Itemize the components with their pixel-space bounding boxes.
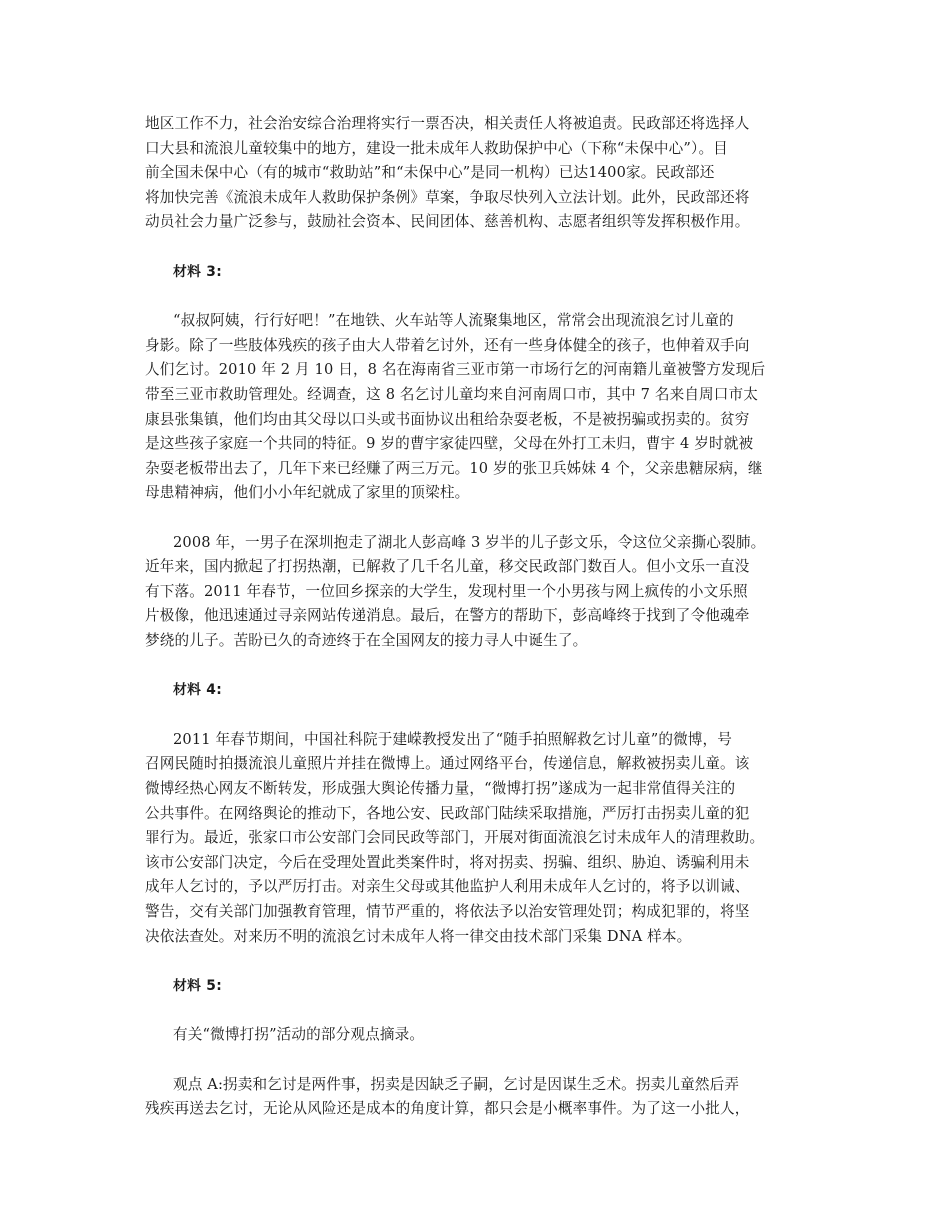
text-line: “叔叔阿姨，行行好吧！”在地铁、火车站等人流聚集地区，常常会出现流浪乞讨儿童的 bbox=[173, 312, 734, 330]
paragraph-viewpoint-a bbox=[145, 1073, 817, 1122]
text-line: 片极像，他迅速通过寻亲网站传递消息。最后，在警方的帮助下，彭高峰终于找到了令他魂牵 bbox=[145, 607, 750, 625]
text-line: 梦绕的儿子。苦盼已久的奇迹终于在全国网友的接力寻人中诞生了。 bbox=[145, 632, 588, 650]
text-line: 前全国未保中心（有的城市“救助站”和“未保中心”是同一机构）已达1400家。民政部还 bbox=[145, 164, 715, 182]
text-line: 召网民随时拍摄流浪儿童照片并挂在微博上。通过网络平台，传递信息，解救被拐卖儿童。该 bbox=[145, 755, 750, 773]
text-line: 母患精神病，他们小小年纪就成了家里的顶梁柱。 bbox=[145, 484, 470, 502]
text-line: 近年来，国内掀起了打拐热潮，已解救了几千名儿童，移交民政部门数百人。但小文乐一直没 bbox=[145, 558, 750, 576]
document-page bbox=[145, 112, 817, 1122]
material-4-heading: 材料 4: bbox=[173, 682, 223, 699]
text-line: 是这些孩子家庭一个共同的特征。9 岁的曹宇家徒四壁，父母在外打工未归，曹宇 4 岁时就被 bbox=[145, 435, 754, 453]
text-line: 将加快完善《流浪未成年人救助保护条例》草案，争取尽快列入立法计划。此外，民政部还将 bbox=[145, 188, 750, 206]
text-line: 杂耍老板带出去了，几年下来已经赚了两三万元。10 岁的张卫兵姊妹 4 个，父亲患糖尿病，继 bbox=[145, 459, 763, 477]
text-line: 残疾再送去乞讨，无论从风险还是成本的角度计算，都只会是小概率事件。为了这一小批人， bbox=[145, 1100, 750, 1118]
text-line: 有下落。2011 年春节，一位回乡探亲的大学生，发现村里一个小男孩与网上疯传的小文乐照 bbox=[145, 582, 748, 600]
text-line: 警告，交有关部门加强教育管理，情节严重的，将依法予以治安管理处罚；构成犯罪的，将坚 bbox=[145, 903, 750, 921]
paragraph-material-4 bbox=[145, 728, 817, 949]
text-line: 动员社会力量广泛参与，鼓励社会资本、民间团体、慈善机构、志愿者组织等发挥积极作用。 bbox=[145, 213, 750, 231]
text-line: 决依法查处。对来历不明的流浪乞讨未成年人将一律交由技术部门采集 DNA 样本。 bbox=[145, 927, 692, 945]
text-line: 公共事件。在网络舆论的推动下，各地公安、民政部门陆续采取措施，严厉打击拐卖儿童的犯 bbox=[145, 804, 750, 822]
text-line: 口大县和流浪儿童较集中的地方，建设一批未成年人救助保护中心（下称“未保中心”）。目 bbox=[145, 139, 728, 157]
text-line: 地区工作不力，社会治安综合治理将实行一票否决，相关责任人将被追责。民政部还将选择人 bbox=[145, 115, 750, 132]
text-line: 身影。除了一些肢体残疾的孩子由大人带着乞讨外，还有一些身体健全的孩子，也伸着双手向 bbox=[145, 336, 750, 354]
text-line: 罪行为。最近，张家口市公安部门会同民政等部门，开展对街面流浪乞讨未成年人的清理救助。 bbox=[145, 829, 765, 847]
text-line: 康县张集镇，他们均由其父母以口头或书面协议出租给杂耍老板，不是被拐骗或拐卖的。贫穷 bbox=[145, 410, 750, 428]
text-line: 人们乞讨。2010 年 2 月 10 日，8 名在海南省三亚市第一市场行乞的河南籍儿童被警方发现后 bbox=[145, 361, 766, 379]
text-line: 微博经热心网友不断转发，形成强大舆论传播力量，“微博打拐”遂成为一起非常值得关注的 bbox=[145, 780, 736, 798]
text-line: 2008 年，一男子在深圳抱走了湖北人彭高峰 3 岁半的儿子彭文乐，令这位父亲撕心裂肺。 bbox=[173, 533, 766, 551]
text-line: 观点 A:拐卖和乞讨是两件事，拐卖是因缺乏子嗣，乞讨是因谋生乏术。拐卖儿童然后弄 bbox=[173, 1075, 740, 1093]
text-line: 有关“微博打拐”活动的部分观点摘录。 bbox=[173, 1026, 425, 1044]
paragraph-material-5-intro bbox=[145, 1023, 817, 1048]
paragraph-material-3a bbox=[145, 309, 817, 506]
material-3-heading: 材料 3: bbox=[173, 263, 223, 280]
text-line: 成年人乞讨的，予以严厉打击。对亲生父母或其他监护人利用未成年人乞讨的，将予以训诫、 bbox=[145, 878, 750, 896]
paragraph-material-3b bbox=[145, 531, 817, 654]
text-line: 该市公安部门决定，今后在受理处置此类案件时，将对拐卖、拐骗、组织、胁迫、诱骗利用未 bbox=[145, 853, 750, 871]
paragraph-intro bbox=[145, 112, 817, 235]
text-line: 2011 年春节期间，中国社科院于建嵘教授发出了“随手拍照解救乞讨儿童”的微博，号 bbox=[173, 730, 733, 748]
material-5-heading: 材料 5: bbox=[173, 978, 223, 994]
text-line: 带至三亚市救助管理处。经调查，这 8 名乞讨儿童均来自河南周口市，其中 7 名来自周口市太 bbox=[145, 385, 759, 403]
